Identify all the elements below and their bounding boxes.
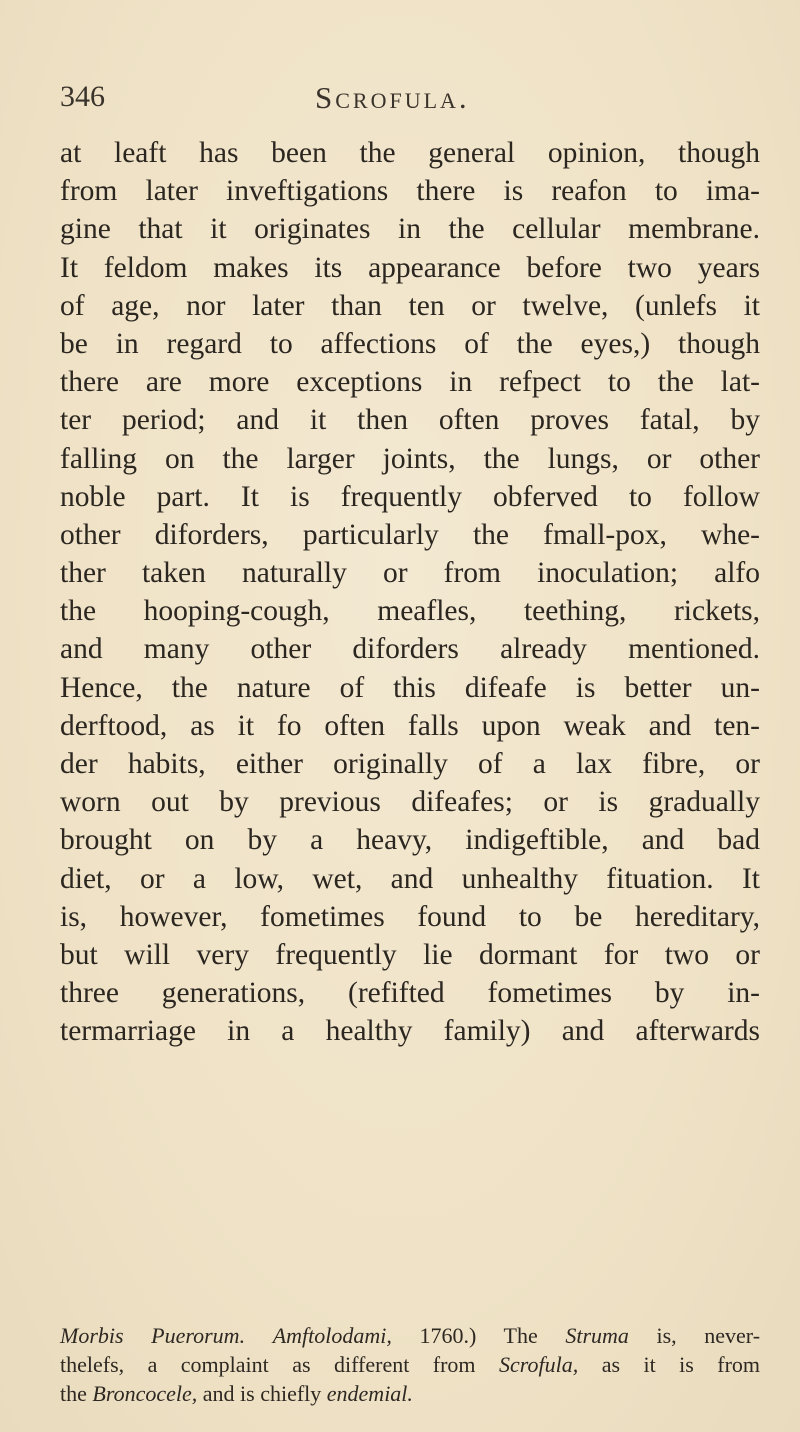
body-line: It feldom makes its appearance before two years	[60, 251, 760, 284]
body-line: is, however, fometimes found to be hereditary,	[60, 900, 760, 933]
footnote-italic: Scrofula,	[499, 1352, 579, 1377]
running-head	[60, 80, 740, 120]
footnote-line	[60, 1350, 760, 1379]
body-line: of age, nor later than ten or twelve, (unlefs it	[60, 289, 760, 322]
footnote-text: 1760.) The	[419, 1323, 538, 1348]
body-line: but will very frequently lie dormant for two or	[60, 938, 760, 971]
footnote-text: as it is from	[601, 1352, 761, 1377]
footnote-line	[60, 1321, 760, 1350]
body-line: the hooping-cough, meafles, teething, rickets,	[60, 595, 760, 628]
body-line: be in regard to affections of the eyes,) though	[60, 327, 760, 360]
body-line: gine that it originates in the cellular membrane.	[60, 213, 760, 246]
body-line: falling on the larger joints, the lungs, or other	[60, 442, 760, 475]
footnote-line	[60, 1379, 760, 1408]
footnote-italic: Struma	[565, 1323, 629, 1348]
body-line: termarriage in a healthy family) and afterwards	[60, 1015, 760, 1048]
page-number: 346	[60, 80, 105, 113]
body-line: ther taken naturally or from inoculation; alfo	[60, 557, 760, 590]
body-line: at leaft has been the general opinion, though	[60, 137, 760, 169]
body-line: other diforders, particularly the fmall-pox, whe-	[60, 518, 760, 551]
footnote-italic: Morbis Puerorum.	[60, 1323, 246, 1348]
body-line: and many other diforders already mentioned.	[60, 633, 760, 666]
footnote-italic: Broncocele,	[92, 1381, 198, 1406]
body-line: ter period; and it then often proves fatal, by	[60, 404, 760, 437]
body-line: from later inveftigations there is reafon to ima-	[60, 175, 760, 208]
body-line: there are more exceptions in refpect to the lat-	[60, 366, 760, 399]
footnote-italic: Amftolodami,	[272, 1323, 392, 1348]
footnote	[60, 1321, 760, 1408]
footnote-italic: endemial.	[326, 1381, 413, 1406]
footnote-text: is, never-	[656, 1323, 761, 1348]
body-line: worn out by previous difeafes; or is gradually	[60, 786, 760, 819]
footnote-text: thelefs, a complaint as different from	[60, 1352, 476, 1377]
body-line: der habits, either originally of a lax fibre, or	[60, 748, 760, 780]
body-line: three generations, (refifted fometimes by in-	[60, 977, 760, 1010]
running-title: Scrofula.	[315, 80, 470, 115]
body-line: diet, or a low, wet, and unhealthy fituation. It	[60, 862, 760, 895]
body-text	[60, 134, 760, 1051]
body-line: Hence, the nature of this difeafe is better un-	[60, 671, 760, 704]
body-line: derftood, as it fo often falls upon weak and ten-	[60, 709, 760, 742]
body-line: noble part. It is frequently obferved to follow	[60, 480, 760, 513]
body-line: brought on by a heavy, indigeftible, and bad	[60, 824, 760, 857]
footnote-text: and is chiefly	[202, 1381, 322, 1406]
footnote-text: the	[60, 1381, 87, 1406]
